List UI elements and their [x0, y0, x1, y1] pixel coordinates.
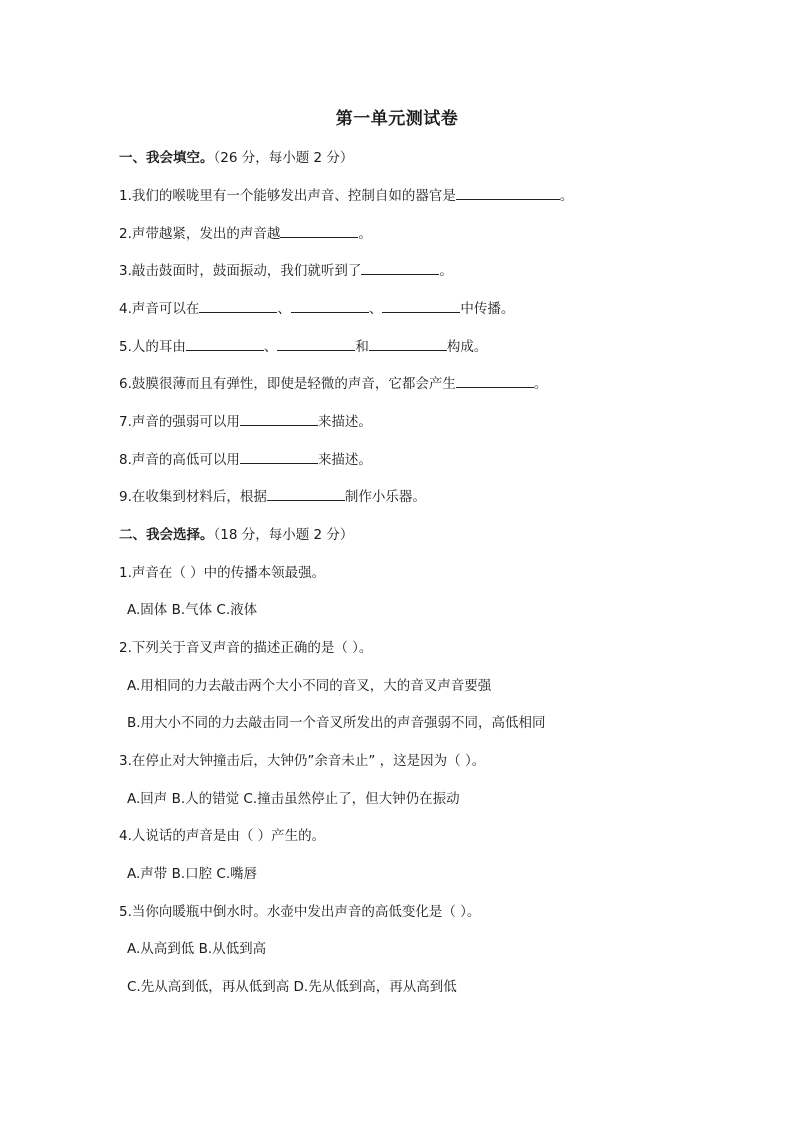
- fill-question-4: [119, 299, 514, 319]
- answer-blank[interactable]: [186, 337, 264, 351]
- answer-blank[interactable]: [267, 487, 345, 501]
- answer-blank[interactable]: [456, 374, 534, 388]
- section-2-note: （18 分，每小题 2 分）: [213, 527, 354, 543]
- separator: 、: [277, 301, 291, 317]
- question-text: 8.声音的高低可以用: [119, 452, 240, 468]
- choice-options-5cd: C.先从高到低，再从低到高 D.先从低到高，再从高到低: [127, 979, 457, 995]
- section-1-note: （26 分，每小题 2 分）: [213, 150, 354, 166]
- fill-question-1: [119, 186, 573, 206]
- choice-option-2b: B.用大小不同的力去敲击同一个音叉所发出的声音强弱不同，高低相同: [127, 715, 546, 731]
- question-suffix: 来描述。: [317, 414, 372, 430]
- question-text: 6.鼓膜很薄而且有弹性，即使是轻微的声音，它都会产生: [119, 376, 456, 392]
- fill-question-3: [119, 261, 453, 281]
- separator: 、: [263, 339, 278, 355]
- separator: 和: [355, 339, 369, 355]
- fill-question-5: [119, 337, 487, 357]
- question-text: 9.在收集到材料后，根据: [119, 489, 267, 505]
- answer-blank[interactable]: [361, 261, 439, 275]
- page-title: 第一单元测试卷: [335, 109, 459, 129]
- question-suffix: 。: [439, 263, 453, 279]
- fill-question-9: [119, 487, 426, 507]
- answer-blank[interactable]: [240, 412, 318, 426]
- answer-blank[interactable]: [456, 186, 560, 200]
- question-suffix: 中传播。: [460, 301, 515, 317]
- choice-question-1: 1.声音在（ ）中的传播本领最强。: [119, 565, 326, 581]
- choice-question-3: 3.在停止对大钟撞击后，大钟仍”余音未止” ，这是因为（ ）。: [119, 753, 486, 769]
- answer-blank[interactable]: [291, 299, 369, 313]
- question-text: 2.声带越紧，发出的声音越: [119, 226, 281, 242]
- question-text: 1.我们的喉咙里有一个能够发出声音、控制自如的器官是: [119, 188, 456, 204]
- question-text: 7.声音的强弱可以用: [119, 414, 240, 430]
- choice-options-5ab: A.从高到低 B.从低到高: [127, 941, 267, 957]
- question-suffix: 。: [533, 376, 548, 392]
- answer-blank[interactable]: [277, 337, 355, 351]
- separator: 、: [368, 301, 383, 317]
- choice-options-4: A.声带 B.口腔 C.嘴唇: [127, 866, 258, 882]
- fill-question-8: [119, 450, 372, 470]
- choice-question-5: 5.当你向暖瓶中倒水时。水壶中发出声音的高低变化是（ ）。: [119, 904, 481, 920]
- choice-question-2: 2.下列关于音叉声音的描述正确的是（ ）。: [119, 640, 373, 656]
- choice-option-2a: A.用相同的力去敲击两个大小不同的音叉，大的音叉声音要强: [127, 678, 492, 694]
- answer-blank[interactable]: [240, 450, 318, 464]
- answer-blank[interactable]: [199, 299, 277, 313]
- question-text: 4.声音可以在: [119, 301, 200, 317]
- question-suffix: 。: [559, 188, 574, 204]
- question-text: 5.人的耳由: [119, 339, 186, 355]
- choice-options-3: A.回声 B.人的错觉 C.撞击虽然停止了，但大钟仍在振动: [127, 791, 460, 807]
- choice-question-4: 4.人说话的声音是由（ ）产生的。: [119, 828, 326, 844]
- section-1-title: 一、我会填空。: [119, 150, 214, 166]
- question-suffix: 制作小乐器。: [344, 489, 426, 505]
- question-suffix: 构成。: [446, 339, 488, 355]
- fill-question-6: [119, 374, 547, 394]
- question-suffix: 。: [358, 226, 372, 242]
- answer-blank[interactable]: [382, 299, 460, 313]
- section-1-heading: [119, 148, 353, 168]
- question-suffix: 来描述。: [317, 452, 372, 468]
- answer-blank[interactable]: [280, 224, 358, 238]
- section-2-heading: [119, 525, 353, 545]
- answer-blank[interactable]: [369, 337, 447, 351]
- fill-question-7: [119, 412, 372, 432]
- section-2-title: 二、我会选择。: [119, 527, 214, 543]
- question-text: 3.敲击鼓面时，鼓面振动，我们就听到了: [119, 263, 362, 279]
- choice-options-1: A.固体 B.气体 C.液体: [127, 602, 258, 618]
- fill-question-2: [119, 224, 372, 244]
